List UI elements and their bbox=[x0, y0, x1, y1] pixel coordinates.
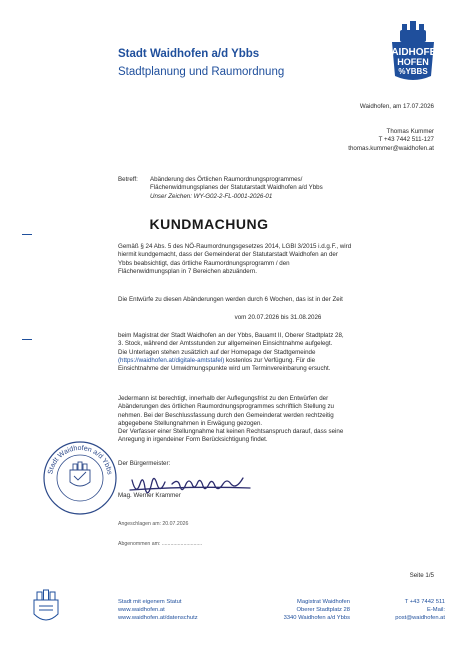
margin-marker bbox=[22, 234, 32, 235]
text-line: Ybbs beabsichtigt, das örtliche Raumordnungsprogramm / den bbox=[118, 259, 290, 267]
text-line: Die Unterlagen stehen zusätzlich auf der Homepage der Stadtgemeinde bbox=[118, 348, 316, 356]
footer-text: T +43 7442 511 bbox=[404, 599, 445, 605]
page-number: Seite 1/5 bbox=[409, 572, 434, 579]
betreff-text bbox=[150, 176, 323, 201]
logo-text-2: %YBBS bbox=[398, 67, 428, 76]
document-title: KUNDMACHUNG bbox=[149, 216, 269, 232]
text-line: Gemäß § 24 Abs. 5 des NÖ-Raumordnungsgesetzes 2014, LGBl 3/2015 i.d.g.F., wird bbox=[118, 243, 352, 250]
contact-name: Thomas Kummer bbox=[386, 128, 434, 135]
footer-link[interactable]: www.waidhofen.at bbox=[118, 607, 165, 614]
footer-col-1 bbox=[118, 598, 198, 623]
footer-col-3 bbox=[375, 598, 445, 623]
text-line: 3. Stock, während der Amtsstunden zur allgemeinen Einsichtnahme aufgelegt. bbox=[118, 340, 333, 348]
contact-block bbox=[348, 128, 434, 153]
text-line: nehmen. Bei der Beschlussfassung durch den Gemeinderat werden rechtzeitig bbox=[118, 411, 334, 419]
betreff-line: Abänderung des Örtlichen Raumordnungsprogrammes/ bbox=[150, 176, 303, 183]
department-name: Stadtplanung und Raumordnung bbox=[118, 66, 285, 78]
text-line: Abänderungen des örtlichen Raumordnungsprogrammes schriftlich Stellung zu bbox=[118, 403, 334, 411]
footer-text: Oberer Stadtplatz 28 bbox=[296, 607, 350, 614]
footer-col-2 bbox=[262, 598, 350, 623]
paragraph-rights bbox=[118, 395, 438, 445]
text-fragment: kostenlos zur Verfügung. Für die bbox=[224, 356, 316, 364]
text-line: Jedermann ist berechtigt, innerhalb der Auflegungsfrist zu den Entwürfen der bbox=[118, 395, 329, 402]
posted-date: Angeschlagen am: 20.07.2026 bbox=[118, 521, 189, 527]
amtstafel-link[interactable]: (https://waidhofen.at/digitale-amtstafel) bbox=[118, 356, 225, 364]
mayor-name: Mag. Werner Krammer bbox=[118, 492, 181, 499]
text-line: Einsichtnahme der Umwidmungspunkte wird um Terminvereinbarung ersucht. bbox=[118, 365, 331, 373]
org-name: Stadt Waidhofen a/d Ybbs bbox=[118, 48, 260, 60]
city-logo bbox=[382, 16, 444, 82]
logo-text-1: WAIDHOFEN bbox=[382, 47, 444, 58]
margin-marker bbox=[22, 339, 32, 340]
footer-link[interactable]: www.waidhofen.at/datenschutz bbox=[118, 615, 198, 622]
text-line: Der Verfasser einer Stellungnahme hat keinen Rechtsanspruch darauf, dass seine bbox=[118, 428, 344, 436]
official-stamp bbox=[42, 440, 118, 516]
text-line: hiermit kundgemacht, dass der Gemeinderat der Statutarstadt Waidhofen an der bbox=[118, 251, 338, 259]
text-line: Anregung in irgendeiner Form Berücksichtigung findet. bbox=[118, 436, 268, 444]
paragraph-location bbox=[118, 332, 438, 373]
betreff-label: Betreff: bbox=[118, 176, 138, 183]
paragraph-intro bbox=[118, 243, 438, 276]
footer-text: E-Mail: bbox=[426, 607, 445, 614]
contact-email: thomas.kummer@waidhofen.at bbox=[348, 144, 434, 152]
signature-label: Der Bürgermeister: bbox=[118, 460, 171, 467]
footer-link[interactable]: post@waidhofen.at bbox=[395, 615, 445, 622]
removed-date: Abgenommen am: ............................ bbox=[118, 541, 203, 547]
period-text: vom 20.07.2026 bis 31.08.2026 bbox=[234, 314, 322, 321]
text-line bbox=[118, 357, 438, 365]
betreff-line: Flächenwidmungsplanes der Statutarstadt Waidhofen a/d Ybbs bbox=[150, 184, 323, 192]
paragraph-duration: Die Entwürfe zu diesen Abänderungen werden durch 6 Wochen, das ist in der Zeit bbox=[118, 296, 343, 303]
footer-text: 3340 Waidhofen a/d Ybbs bbox=[283, 615, 350, 622]
betreff-reference: Unser Zeichen: WY-G02-2-FL-0001-2026-01 bbox=[150, 192, 273, 200]
footer-crest-icon bbox=[30, 588, 62, 628]
stamp-text: Stadt Waidhofen a/d Ybbs bbox=[47, 444, 113, 476]
footer-text: Magistrat Waidhofen bbox=[297, 599, 350, 605]
text-line: Flächenwidmungsplan in 7 Bereichen abzuändern. bbox=[118, 267, 257, 275]
place-date: Waidhofen, am 17.07.2026 bbox=[359, 103, 434, 110]
text-line: beim Magistrat der Stadt Waidhofen an der Ybbs, Bauamt II, Oberer Stadtplatz 28, bbox=[118, 332, 344, 339]
footer-text: Stadt mit eigenem Statut bbox=[118, 599, 182, 605]
contact-phone: T +43 7442 511-127 bbox=[378, 136, 434, 144]
text-line: abgegebene Stellungnahmen in Erwägung gezogen. bbox=[118, 419, 263, 427]
svg-text:HOFEN: HOFEN bbox=[397, 57, 429, 67]
